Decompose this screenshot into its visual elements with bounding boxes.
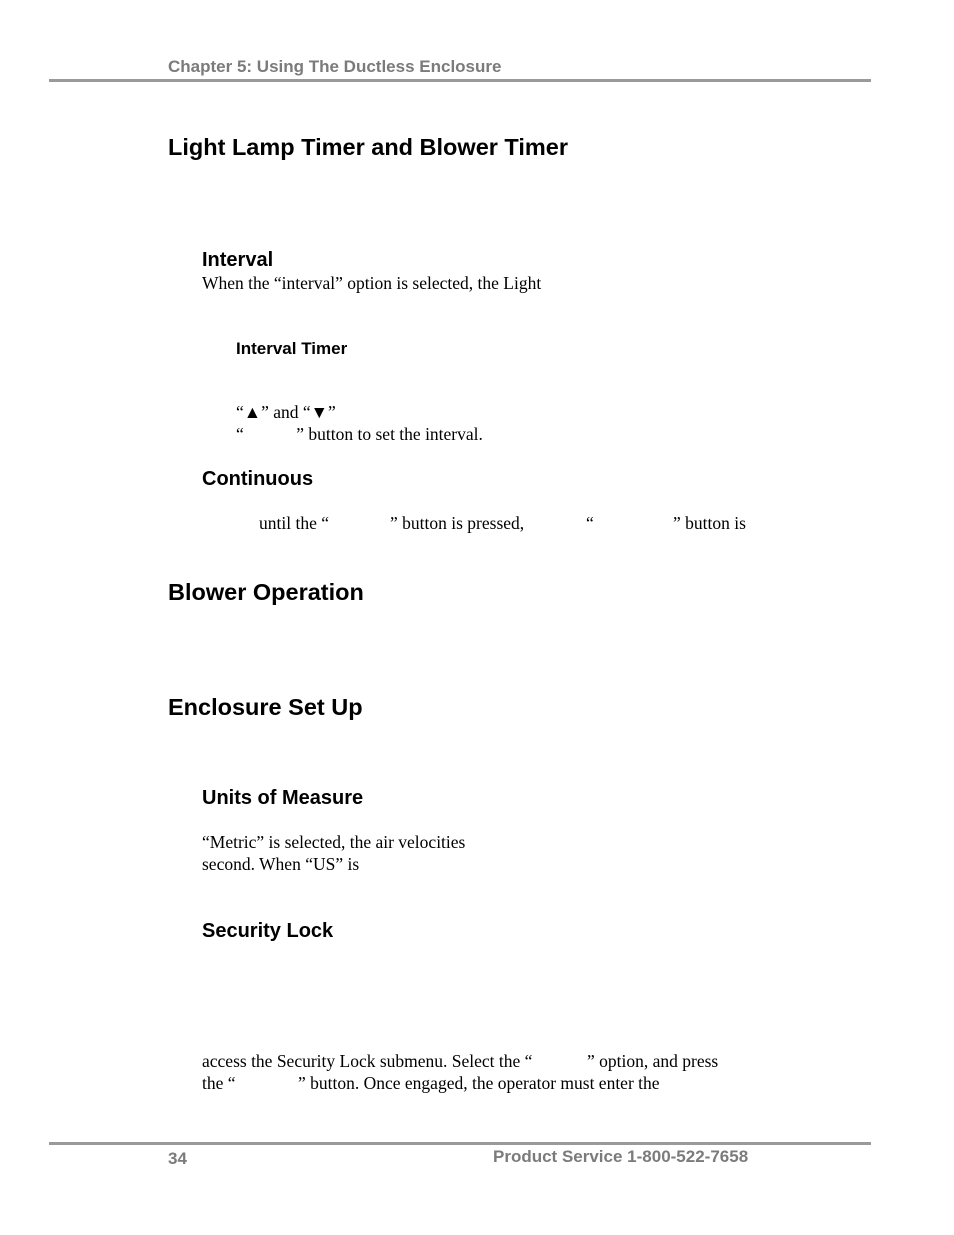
- header-rule: [49, 79, 871, 82]
- section-heading-enclosure-setup: Enclosure Set Up: [168, 694, 363, 720]
- subheading-interval: Interval: [202, 249, 274, 271]
- continuous-text-part3: “: [586, 513, 594, 533]
- running-header: Chapter 5: Using The Ductless Enclosure: [168, 57, 502, 76]
- security-text-line2-part2: ” button. Once engaged, the operator must enter the: [298, 1073, 660, 1093]
- subheading-units-of-measure: Units of Measure: [202, 787, 364, 809]
- page-number: 34: [168, 1149, 187, 1168]
- security-text-line2-part1: the “: [202, 1073, 236, 1093]
- subheading-interval-timer: Interval Timer: [236, 339, 348, 358]
- security-text-line1-part1: access the Security Lock submenu. Select the “: [202, 1051, 533, 1071]
- security-text-line1-part2: ” option, and press: [587, 1051, 719, 1071]
- section-heading-blower-operation: Blower Operation: [168, 579, 364, 605]
- subheading-security-lock: Security Lock: [202, 920, 334, 942]
- continuous-text-part2: ” button is pressed,: [390, 513, 525, 533]
- product-service-phone: Product Service 1-800-522-7658: [493, 1147, 749, 1166]
- continuous-text-part4: ” button is: [673, 513, 746, 533]
- interval-text-line: When the “interval” option is selected, the Light: [202, 273, 542, 293]
- section-heading-light-lamp-timer: Light Lamp Timer and Blower Timer: [168, 134, 569, 160]
- subheading-continuous: Continuous: [202, 468, 314, 490]
- continuous-text-part1: until the “: [259, 513, 329, 533]
- interval-button-text: “ ” button to set the interval.: [236, 424, 483, 444]
- units-text-line1: “Metric” is selected, the air velocities: [202, 832, 466, 852]
- units-text-line2: second. When “US” is: [202, 854, 360, 874]
- interval-arrows-text: “▲” and “▼”: [236, 402, 336, 422]
- footer-rule: [49, 1142, 871, 1145]
